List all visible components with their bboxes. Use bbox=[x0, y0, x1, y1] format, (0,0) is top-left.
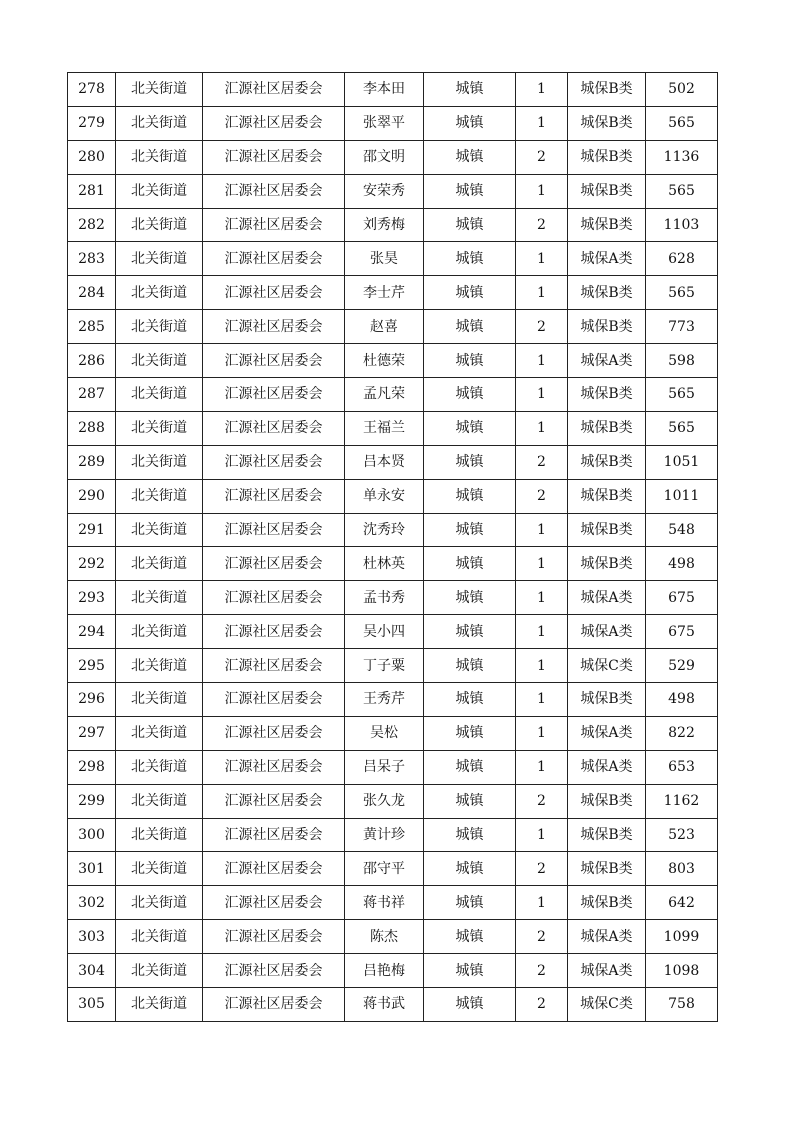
residence-type-cell: 城镇 bbox=[424, 73, 516, 107]
table-row bbox=[68, 479, 718, 513]
household-size-cell: 2 bbox=[516, 784, 568, 818]
committee-cell: 汇源社区居委会 bbox=[203, 140, 345, 174]
household-size-cell: 1 bbox=[516, 581, 568, 615]
name-cell: 蒋书祥 bbox=[345, 886, 424, 920]
table-row bbox=[68, 547, 718, 581]
residence-type-cell: 城镇 bbox=[424, 479, 516, 513]
residence-type-cell: 城镇 bbox=[424, 920, 516, 954]
amount-cell: 1011 bbox=[646, 479, 718, 513]
committee-cell: 汇源社区居委会 bbox=[203, 411, 345, 445]
serial-number-cell: 284 bbox=[68, 276, 116, 310]
household-size-cell: 2 bbox=[516, 988, 568, 1022]
insurance-category-cell: 城保A类 bbox=[568, 716, 646, 750]
amount-cell: 1051 bbox=[646, 445, 718, 479]
residence-type-cell: 城镇 bbox=[424, 106, 516, 140]
amount-cell: 502 bbox=[646, 73, 718, 107]
records-body bbox=[68, 73, 718, 1022]
table-row bbox=[68, 852, 718, 886]
table-row bbox=[68, 344, 718, 378]
amount-cell: 675 bbox=[646, 581, 718, 615]
serial-number-cell: 300 bbox=[68, 818, 116, 852]
insurance-category-cell: 城保B类 bbox=[568, 683, 646, 717]
residence-type-cell: 城镇 bbox=[424, 445, 516, 479]
insurance-category-cell: 城保B类 bbox=[568, 310, 646, 344]
insurance-category-cell: 城保C类 bbox=[568, 649, 646, 683]
residence-type-cell: 城镇 bbox=[424, 750, 516, 784]
insurance-category-cell: 城保A类 bbox=[568, 750, 646, 784]
committee-cell: 汇源社区居委会 bbox=[203, 988, 345, 1022]
serial-number-cell: 287 bbox=[68, 378, 116, 412]
table-row bbox=[68, 683, 718, 717]
amount-cell: 565 bbox=[646, 411, 718, 445]
serial-number-cell: 278 bbox=[68, 73, 116, 107]
residence-type-cell: 城镇 bbox=[424, 547, 516, 581]
insurance-category-cell: 城保A类 bbox=[568, 615, 646, 649]
serial-number-cell: 295 bbox=[68, 649, 116, 683]
amount-cell: 498 bbox=[646, 547, 718, 581]
insurance-category-cell: 城保A类 bbox=[568, 242, 646, 276]
serial-number-cell: 302 bbox=[68, 886, 116, 920]
amount-cell: 565 bbox=[646, 174, 718, 208]
committee-cell: 汇源社区居委会 bbox=[203, 174, 345, 208]
serial-number-cell: 297 bbox=[68, 716, 116, 750]
household-size-cell: 2 bbox=[516, 954, 568, 988]
committee-cell: 汇源社区居委会 bbox=[203, 547, 345, 581]
household-size-cell: 1 bbox=[516, 344, 568, 378]
committee-cell: 汇源社区居委会 bbox=[203, 581, 345, 615]
table-row bbox=[68, 208, 718, 242]
household-size-cell: 1 bbox=[516, 547, 568, 581]
residence-type-cell: 城镇 bbox=[424, 716, 516, 750]
subdistrict-cell: 北关街道 bbox=[116, 852, 203, 886]
committee-cell: 汇源社区居委会 bbox=[203, 479, 345, 513]
committee-cell: 汇源社区居委会 bbox=[203, 378, 345, 412]
table-row bbox=[68, 174, 718, 208]
name-cell: 王秀芹 bbox=[345, 683, 424, 717]
household-size-cell: 2 bbox=[516, 208, 568, 242]
household-size-cell: 2 bbox=[516, 479, 568, 513]
subdistrict-cell: 北关街道 bbox=[116, 276, 203, 310]
insurance-category-cell: 城保B类 bbox=[568, 818, 646, 852]
insurance-category-cell: 城保B类 bbox=[568, 547, 646, 581]
name-cell: 单永安 bbox=[345, 479, 424, 513]
name-cell: 赵喜 bbox=[345, 310, 424, 344]
insurance-category-cell: 城保B类 bbox=[568, 106, 646, 140]
serial-number-cell: 304 bbox=[68, 954, 116, 988]
table-row bbox=[68, 378, 718, 412]
name-cell: 杜林英 bbox=[345, 547, 424, 581]
serial-number-cell: 283 bbox=[68, 242, 116, 276]
committee-cell: 汇源社区居委会 bbox=[203, 106, 345, 140]
subdistrict-cell: 北关街道 bbox=[116, 886, 203, 920]
committee-cell: 汇源社区居委会 bbox=[203, 784, 345, 818]
household-size-cell: 1 bbox=[516, 818, 568, 852]
committee-cell: 汇源社区居委会 bbox=[203, 920, 345, 954]
subdistrict-cell: 北关街道 bbox=[116, 920, 203, 954]
insurance-category-cell: 城保A类 bbox=[568, 581, 646, 615]
serial-number-cell: 293 bbox=[68, 581, 116, 615]
table-row bbox=[68, 276, 718, 310]
subdistrict-cell: 北关街道 bbox=[116, 140, 203, 174]
insurance-category-cell: 城保B类 bbox=[568, 886, 646, 920]
subdistrict-cell: 北关街道 bbox=[116, 73, 203, 107]
insurance-category-cell: 城保B类 bbox=[568, 852, 646, 886]
household-size-cell: 1 bbox=[516, 174, 568, 208]
insurance-category-cell: 城保B类 bbox=[568, 378, 646, 412]
household-size-cell: 1 bbox=[516, 106, 568, 140]
insurance-category-cell: 城保A类 bbox=[568, 954, 646, 988]
name-cell: 陈杰 bbox=[345, 920, 424, 954]
amount-cell: 498 bbox=[646, 683, 718, 717]
name-cell: 王福兰 bbox=[345, 411, 424, 445]
name-cell: 孟凡荣 bbox=[345, 378, 424, 412]
amount-cell: 1099 bbox=[646, 920, 718, 954]
household-size-cell: 1 bbox=[516, 683, 568, 717]
household-size-cell: 2 bbox=[516, 852, 568, 886]
committee-cell: 汇源社区居委会 bbox=[203, 344, 345, 378]
table-row bbox=[68, 988, 718, 1022]
amount-cell: 548 bbox=[646, 513, 718, 547]
serial-number-cell: 303 bbox=[68, 920, 116, 954]
subdistrict-cell: 北关街道 bbox=[116, 716, 203, 750]
name-cell: 邵文明 bbox=[345, 140, 424, 174]
subdistrict-cell: 北关街道 bbox=[116, 683, 203, 717]
amount-cell: 1136 bbox=[646, 140, 718, 174]
residence-type-cell: 城镇 bbox=[424, 683, 516, 717]
subdistrict-cell: 北关街道 bbox=[116, 208, 203, 242]
residence-type-cell: 城镇 bbox=[424, 174, 516, 208]
residence-type-cell: 城镇 bbox=[424, 818, 516, 852]
committee-cell: 汇源社区居委会 bbox=[203, 818, 345, 852]
serial-number-cell: 279 bbox=[68, 106, 116, 140]
table-row bbox=[68, 310, 718, 344]
residence-type-cell: 城镇 bbox=[424, 140, 516, 174]
amount-cell: 1162 bbox=[646, 784, 718, 818]
residence-type-cell: 城镇 bbox=[424, 276, 516, 310]
name-cell: 丁子粟 bbox=[345, 649, 424, 683]
subdistrict-cell: 北关街道 bbox=[116, 988, 203, 1022]
household-size-cell: 1 bbox=[516, 73, 568, 107]
amount-cell: 628 bbox=[646, 242, 718, 276]
committee-cell: 汇源社区居委会 bbox=[203, 750, 345, 784]
household-size-cell: 2 bbox=[516, 445, 568, 479]
table-row bbox=[68, 716, 718, 750]
residence-type-cell: 城镇 bbox=[424, 988, 516, 1022]
subdistrict-cell: 北关街道 bbox=[116, 513, 203, 547]
insurance-category-cell: 城保B类 bbox=[568, 479, 646, 513]
committee-cell: 汇源社区居委会 bbox=[203, 242, 345, 276]
amount-cell: 1103 bbox=[646, 208, 718, 242]
name-cell: 黄计珍 bbox=[345, 818, 424, 852]
subdistrict-cell: 北关街道 bbox=[116, 615, 203, 649]
table-row bbox=[68, 920, 718, 954]
name-cell: 张久龙 bbox=[345, 784, 424, 818]
subdistrict-cell: 北关街道 bbox=[116, 581, 203, 615]
subdistrict-cell: 北关街道 bbox=[116, 344, 203, 378]
serial-number-cell: 292 bbox=[68, 547, 116, 581]
subdistrict-cell: 北关街道 bbox=[116, 479, 203, 513]
residence-type-cell: 城镇 bbox=[424, 513, 516, 547]
committee-cell: 汇源社区居委会 bbox=[203, 886, 345, 920]
amount-cell: 675 bbox=[646, 615, 718, 649]
name-cell: 邵守平 bbox=[345, 852, 424, 886]
table-row bbox=[68, 242, 718, 276]
serial-number-cell: 280 bbox=[68, 140, 116, 174]
residence-type-cell: 城镇 bbox=[424, 344, 516, 378]
committee-cell: 汇源社区居委会 bbox=[203, 276, 345, 310]
serial-number-cell: 286 bbox=[68, 344, 116, 378]
serial-number-cell: 299 bbox=[68, 784, 116, 818]
table-row bbox=[68, 106, 718, 140]
subdistrict-cell: 北关街道 bbox=[116, 547, 203, 581]
insurance-category-cell: 城保B类 bbox=[568, 513, 646, 547]
table-row bbox=[68, 954, 718, 988]
household-size-cell: 1 bbox=[516, 513, 568, 547]
subdistrict-cell: 北关街道 bbox=[116, 378, 203, 412]
residence-type-cell: 城镇 bbox=[424, 208, 516, 242]
insurance-category-cell: 城保B类 bbox=[568, 174, 646, 208]
committee-cell: 汇源社区居委会 bbox=[203, 649, 345, 683]
household-size-cell: 1 bbox=[516, 886, 568, 920]
name-cell: 安荣秀 bbox=[345, 174, 424, 208]
amount-cell: 803 bbox=[646, 852, 718, 886]
committee-cell: 汇源社区居委会 bbox=[203, 852, 345, 886]
serial-number-cell: 285 bbox=[68, 310, 116, 344]
household-size-cell: 2 bbox=[516, 920, 568, 954]
residence-type-cell: 城镇 bbox=[424, 649, 516, 683]
amount-cell: 758 bbox=[646, 988, 718, 1022]
amount-cell: 642 bbox=[646, 886, 718, 920]
residence-type-cell: 城镇 bbox=[424, 411, 516, 445]
name-cell: 张翠平 bbox=[345, 106, 424, 140]
serial-number-cell: 301 bbox=[68, 852, 116, 886]
table-row bbox=[68, 615, 718, 649]
name-cell: 蒋书武 bbox=[345, 988, 424, 1022]
table-row bbox=[68, 140, 718, 174]
committee-cell: 汇源社区居委会 bbox=[203, 683, 345, 717]
insurance-category-cell: 城保B类 bbox=[568, 276, 646, 310]
subdistrict-cell: 北关街道 bbox=[116, 445, 203, 479]
name-cell: 吴小四 bbox=[345, 615, 424, 649]
committee-cell: 汇源社区居委会 bbox=[203, 954, 345, 988]
name-cell: 刘秀梅 bbox=[345, 208, 424, 242]
committee-cell: 汇源社区居委会 bbox=[203, 208, 345, 242]
table-row bbox=[68, 73, 718, 107]
subdistrict-cell: 北关街道 bbox=[116, 411, 203, 445]
amount-cell: 773 bbox=[646, 310, 718, 344]
table-row bbox=[68, 649, 718, 683]
subdistrict-cell: 北关街道 bbox=[116, 242, 203, 276]
subdistrict-cell: 北关街道 bbox=[116, 106, 203, 140]
table-row bbox=[68, 784, 718, 818]
residence-type-cell: 城镇 bbox=[424, 242, 516, 276]
name-cell: 李本田 bbox=[345, 73, 424, 107]
serial-number-cell: 282 bbox=[68, 208, 116, 242]
records-table bbox=[67, 72, 718, 1022]
household-size-cell: 1 bbox=[516, 750, 568, 784]
household-size-cell: 1 bbox=[516, 276, 568, 310]
residence-type-cell: 城镇 bbox=[424, 954, 516, 988]
residence-type-cell: 城镇 bbox=[424, 615, 516, 649]
name-cell: 吕艳梅 bbox=[345, 954, 424, 988]
household-size-cell: 1 bbox=[516, 615, 568, 649]
amount-cell: 565 bbox=[646, 106, 718, 140]
insurance-category-cell: 城保B类 bbox=[568, 784, 646, 818]
subdistrict-cell: 北关街道 bbox=[116, 954, 203, 988]
insurance-category-cell: 城保A类 bbox=[568, 344, 646, 378]
serial-number-cell: 305 bbox=[68, 988, 116, 1022]
insurance-category-cell: 城保B类 bbox=[568, 208, 646, 242]
household-size-cell: 1 bbox=[516, 411, 568, 445]
amount-cell: 1098 bbox=[646, 954, 718, 988]
name-cell: 沈秀玲 bbox=[345, 513, 424, 547]
subdistrict-cell: 北关街道 bbox=[116, 784, 203, 818]
serial-number-cell: 281 bbox=[68, 174, 116, 208]
amount-cell: 523 bbox=[646, 818, 718, 852]
subdistrict-cell: 北关街道 bbox=[116, 750, 203, 784]
serial-number-cell: 289 bbox=[68, 445, 116, 479]
household-size-cell: 1 bbox=[516, 378, 568, 412]
serial-number-cell: 291 bbox=[68, 513, 116, 547]
subdistrict-cell: 北关街道 bbox=[116, 818, 203, 852]
subdistrict-cell: 北关街道 bbox=[116, 310, 203, 344]
residence-type-cell: 城镇 bbox=[424, 581, 516, 615]
household-size-cell: 1 bbox=[516, 242, 568, 276]
table-row bbox=[68, 818, 718, 852]
residence-type-cell: 城镇 bbox=[424, 852, 516, 886]
amount-cell: 565 bbox=[646, 378, 718, 412]
name-cell: 杜德荣 bbox=[345, 344, 424, 378]
table-row bbox=[68, 513, 718, 547]
residence-type-cell: 城镇 bbox=[424, 784, 516, 818]
household-size-cell: 1 bbox=[516, 716, 568, 750]
household-size-cell: 1 bbox=[516, 649, 568, 683]
table-row bbox=[68, 445, 718, 479]
insurance-category-cell: 城保B类 bbox=[568, 140, 646, 174]
serial-number-cell: 290 bbox=[68, 479, 116, 513]
insurance-category-cell: 城保B类 bbox=[568, 73, 646, 107]
table-row bbox=[68, 886, 718, 920]
residence-type-cell: 城镇 bbox=[424, 378, 516, 412]
subdistrict-cell: 北关街道 bbox=[116, 649, 203, 683]
amount-cell: 565 bbox=[646, 276, 718, 310]
committee-cell: 汇源社区居委会 bbox=[203, 73, 345, 107]
committee-cell: 汇源社区居委会 bbox=[203, 615, 345, 649]
name-cell: 李士芹 bbox=[345, 276, 424, 310]
residence-type-cell: 城镇 bbox=[424, 310, 516, 344]
insurance-category-cell: 城保B类 bbox=[568, 445, 646, 479]
amount-cell: 822 bbox=[646, 716, 718, 750]
amount-cell: 598 bbox=[646, 344, 718, 378]
committee-cell: 汇源社区居委会 bbox=[203, 310, 345, 344]
amount-cell: 529 bbox=[646, 649, 718, 683]
committee-cell: 汇源社区居委会 bbox=[203, 445, 345, 479]
name-cell: 孟书秀 bbox=[345, 581, 424, 615]
committee-cell: 汇源社区居委会 bbox=[203, 513, 345, 547]
serial-number-cell: 298 bbox=[68, 750, 116, 784]
household-size-cell: 2 bbox=[516, 140, 568, 174]
subdistrict-cell: 北关街道 bbox=[116, 174, 203, 208]
name-cell: 吕本贤 bbox=[345, 445, 424, 479]
insurance-category-cell: 城保B类 bbox=[568, 411, 646, 445]
table-row bbox=[68, 581, 718, 615]
insurance-category-cell: 城保C类 bbox=[568, 988, 646, 1022]
insurance-category-cell: 城保A类 bbox=[568, 920, 646, 954]
amount-cell: 653 bbox=[646, 750, 718, 784]
residence-type-cell: 城镇 bbox=[424, 886, 516, 920]
committee-cell: 汇源社区居委会 bbox=[203, 716, 345, 750]
serial-number-cell: 296 bbox=[68, 683, 116, 717]
name-cell: 吴松 bbox=[345, 716, 424, 750]
table-row bbox=[68, 411, 718, 445]
household-size-cell: 2 bbox=[516, 310, 568, 344]
name-cell: 吕呆子 bbox=[345, 750, 424, 784]
name-cell: 张昊 bbox=[345, 242, 424, 276]
table-row bbox=[68, 750, 718, 784]
serial-number-cell: 288 bbox=[68, 411, 116, 445]
serial-number-cell: 294 bbox=[68, 615, 116, 649]
